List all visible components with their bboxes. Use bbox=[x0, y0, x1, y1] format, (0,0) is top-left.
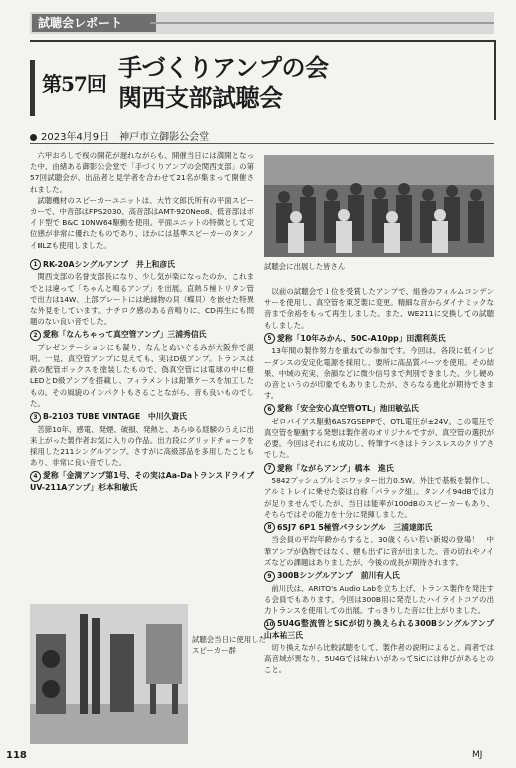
speakers-photo-image bbox=[30, 604, 188, 744]
intro-paragraph-1: 六甲おろしで桜の開花が遅れながらも、開催当日には満開となった中、由緒ある御影公会堂で「手づくりアンプの会関西支部」の第57回試聴会が、出品者と見学者を合わせて21名が集まって開催されました。 bbox=[30, 151, 254, 194]
entry-heading bbox=[264, 570, 494, 582]
entry-title: 愛称「ながらアンプ」橋本 進氏 bbox=[277, 463, 394, 473]
entry-heading bbox=[264, 333, 494, 345]
entry-number-badge: 9 bbox=[264, 571, 275, 582]
group-photo-caption: 試聴会に出展した皆さん bbox=[264, 262, 346, 271]
entry-title: 愛称「なんちゃって真空管アンプ」三浦秀信氏 bbox=[43, 330, 207, 340]
entry-body: 13年間の製作努力を重ねての参加です。今回は、各段に低インピーダンスの安定化電源を採用し、要所に高品質パーツを使用。その結果、中域の充実、余韻などに微少信号まで判別できました。少し硬めの音というのが印象でもありましたが、さらなる進化が期待できます。 bbox=[264, 346, 494, 401]
entry-heading bbox=[264, 403, 494, 415]
bullet-icon bbox=[30, 134, 37, 141]
group-photo bbox=[264, 155, 494, 257]
entry-title: B-2103 TUBE VINTAGE 中川久資氏 bbox=[43, 412, 187, 422]
entry-number-badge: 2 bbox=[30, 330, 41, 341]
meta-divider bbox=[30, 143, 494, 144]
magazine-mark: MJ bbox=[472, 750, 483, 760]
entry-body: ゼロバイアス駆動6AS7GSEPPで、OTL電圧が±24V。この電圧で真空管を駆動する発想は製作者のオリジナルですが、真空管の選択が必要。今回はそれにも成功し、特筆すべきはトランスレスのクリアさでした。 bbox=[264, 416, 494, 460]
page-number: 118 bbox=[6, 750, 27, 761]
entry-body: 苦節10年、感電、発煙、破損、発熱と、あらゆる経験のうえに出来上がった製作者お気に入りの作品。出力段にグリッドチョークを採用した211シングルアンプ。さすがに高級部品を多用したこともあり、非常に良い音でした。 bbox=[30, 424, 254, 468]
entry-title: RK-20Aシングルアンプ 井上和彦氏 bbox=[43, 259, 175, 269]
date-venue-line bbox=[30, 128, 209, 143]
entry-heading bbox=[264, 618, 502, 641]
group-photo-image bbox=[264, 155, 494, 257]
entry-body: 前川氏は、ARITO's Audio Labを立ち上げ、トランス製作を発注する会員でもあります。今回は300B用に発売したハイライトコアの出力トランスを使用しての出展。すっきりした音に仕上がりました。 bbox=[264, 583, 494, 615]
intro-paragraph-2: 試聴機材のスピーカーユニットは、大竹文郎氏所有の平面スピーカーで、中音部はFPS2030、高音部はAMT-920Neo8、低音部はボイド型で B&C 10NW64駆動を使用。平面ユニットの特徴として定位感が非常に優れたものであり、ほかには基準スピーカーのタンノイⅢLZも使用しました。 bbox=[30, 195, 254, 250]
speakers-photo bbox=[30, 604, 188, 744]
entry-heading bbox=[30, 470, 254, 493]
entry-heading bbox=[30, 411, 254, 423]
section-label: 試聴会レポート bbox=[32, 14, 156, 32]
entry-body: 以前の試聴会で１位を受賞したアンプで、組巻のフィルムコンデンサーを使用し、真空管を東芝製に変更。精細な音からダイナミックな音まで余裕をもって再生しました。また、WE211に交換しての試聴もしました。 bbox=[264, 287, 494, 330]
article-subtitle: 関西支部試聴会 bbox=[118, 84, 283, 112]
title-accent-bar bbox=[30, 60, 35, 116]
entry-number-badge: 3 bbox=[30, 412, 41, 423]
issue-number: 第57回 bbox=[42, 72, 106, 96]
speakers-photo-caption: 試聴会当日に使用したスピーカー群 bbox=[192, 635, 266, 655]
entry-number-badge: 4 bbox=[30, 471, 41, 482]
entry-title: 愛称「安全安心真空管OTL」池田敏弘氏 bbox=[277, 404, 419, 414]
entry-heading bbox=[30, 259, 254, 271]
entry-number-badge: 1 bbox=[30, 259, 41, 270]
entry-heading bbox=[30, 329, 254, 341]
entry-title: 愛称「10年みかん、50C-A10pp」田淵利英氏 bbox=[277, 333, 446, 343]
entry-title: 愛称「金満アンプ第1号、その実はAa-Daトランスドライブ UV-211Aアンプ」杉本和敏氏 bbox=[30, 471, 254, 492]
entry-number-badge: 6 bbox=[264, 404, 275, 415]
entry-number-badge: 5 bbox=[264, 333, 275, 344]
entry-body: 関西支部の名誉支部長になり、少し気が楽になったのか、これまでとは違って「ちゃんと鳴るアンプ」を出展。直熱５極トリタン管で出力は14W、上部プレートには絶縁物の貝（蝶貝）を嵌せた特異な外見をしています。ナチロク感のある音鳴りに、CD再生にも問題のない良い音でした。 bbox=[30, 272, 254, 327]
entry-heading bbox=[264, 463, 494, 475]
entry-number-badge: 10 bbox=[265, 620, 274, 628]
entry-title: 5U4G整流管とSiCが切り換えられる300Bシングルアンプ 山本祐三氏 bbox=[264, 619, 502, 640]
entry-body: プレゼンテーションにも凝り、なんとぬいぐるみが大阪弁で説明。一見、真空管アンプに見えても、実はD級アンプ。トランスは鉄の配管ボックスを塗装したもので、偽真空管には電球の中に橙LEDとD級アンプを搭載し、フィラメントは鉛筆ケースを加工したもの。その風貌のインパクトもさることながら、音も良いものでした。 bbox=[30, 342, 254, 408]
left-column bbox=[30, 150, 254, 494]
entry-heading bbox=[264, 522, 494, 534]
entry-number-badge: 8 bbox=[264, 522, 275, 533]
header-rule bbox=[150, 22, 494, 24]
entry-body: 当会員の平均年齢からすると、30歳くらい若い新規の登場！ 中華アンプが偽物ではなく、煙も出ずに音が出ました。音の切れやノイズなどの課題はありましたが、今後の成長が期待されます。 bbox=[264, 535, 494, 567]
date-venue-text: 2023年4月9日 神戸市立御影公会堂 bbox=[41, 132, 210, 143]
right-column bbox=[264, 286, 502, 675]
entry-title: 300Bシングルアンプ 前川有人氏 bbox=[277, 571, 400, 581]
entry-body: 切り換えながら比較試聴をして、製作者の説明によると、両者では高音域が異なり、5U4Gでは味わいがあってSiCには伸びがあるとのこと。 bbox=[264, 642, 494, 675]
entry-number-badge: 7 bbox=[264, 463, 275, 474]
entry-title: 6SJ7 6P1 5極管パラシングル 三浦達郎氏 bbox=[277, 522, 433, 532]
article-title: 手づくりアンプの会 bbox=[118, 54, 329, 82]
entry-body: 5842プッシュプルミニワッター出力0.5W。外注で基板を製作し、アルミトレイに乗せた姿は自称「パラック組」。タンノイ94dBでは力が足りませんでしたが、当日は能率が100dBのスピーカーもあり、そちらではその能力を十分に発揮しました。 bbox=[264, 476, 494, 519]
